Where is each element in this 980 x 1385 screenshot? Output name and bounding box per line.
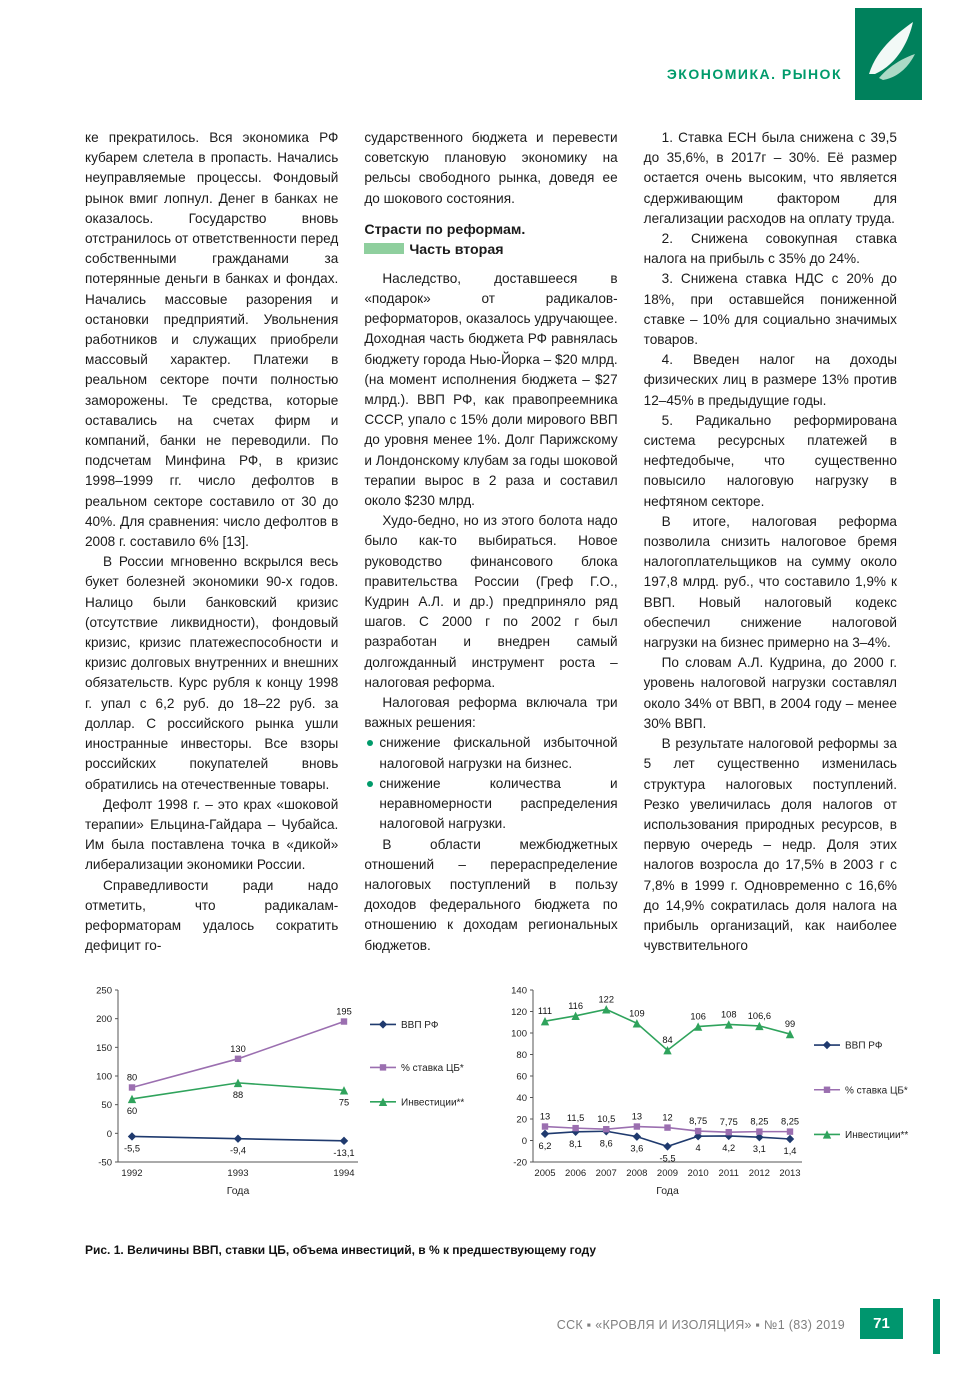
paragraph: ке прекратилось. Вся экономика РФ кубарем слетела в пропасть. Начались неуправляемые процессы. Фондовый рынок вмиг лопнул. Денег в банках не оказалось. Государство вновь отстранилось от ответственности перед собственными гражданами за потерянные деньги в банках и фондах. Начались массовые разорения и остановки предприятий. Увольнения работников и служащих приобрели массовый характер. Платежи в реальном секторе почти полностью заморожены. Те средства, которые оставались на счетах фирм и компаний, банки не переводили. По подсчетам Минфина РФ, в кризис 1998–1999 гг. число дефолтов в реальном секторе составило от 30 до 40%. Для сравнения: число дефолтов в 2008 г. составило 6% [13]. bbox=[85, 130, 339, 550]
paragraph: 1. Ставка ЕСН была снижена с 39,5 до 35,6%, в 2017г – 30%. Её размер остается очень высоким, что является сдерживающим фактором для легализации расходов на оплату труда. bbox=[643, 130, 897, 226]
chart-gdp-1992-1994 bbox=[78, 980, 478, 1212]
svg-text:1994: 1994 bbox=[333, 1168, 355, 1179]
svg-text:13: 13 bbox=[631, 1111, 643, 1122]
paragraph: В результате налоговой реформы за 5 лет существенно изменилась структура налоговых поступлений. Резко увеличилась доля налогов от использования природных ресурсов, в первую очередь – недр. Доля этих налогов возросла до 17,5% в 2003 г с 7,8% в 1999 г. Одновременно с 16,6% до 14,9% сократилась доля налога на прибыль организаций, как наиболее чувствительного bbox=[643, 736, 897, 954]
svg-text:8,25: 8,25 bbox=[750, 1116, 769, 1127]
paragraph: Справедливости ради надо отметить, что радикалам-реформаторам удалось сократить дефицит го- bbox=[85, 877, 339, 954]
svg-text:106,6: 106,6 bbox=[747, 1010, 772, 1021]
svg-text:40: 40 bbox=[516, 1093, 527, 1104]
svg-text:3,6: 3,6 bbox=[630, 1143, 644, 1154]
paragraph: Дефолт 1998 г. – это крах «шоковой терапии» Ельцина-Гайдара – Чубайса. Им была поставлена точка в «дикой» либерализации экономики России. bbox=[85, 796, 339, 873]
svg-text:ВВП РФ: ВВП РФ bbox=[401, 1019, 439, 1031]
svg-text:2010: 2010 bbox=[687, 1168, 709, 1179]
svg-text:0: 0 bbox=[521, 1136, 527, 1147]
svg-text:0: 0 bbox=[106, 1128, 112, 1140]
svg-text:Инвестиции**: Инвестиции** bbox=[845, 1129, 909, 1141]
svg-text:111: 111 bbox=[537, 1006, 553, 1017]
svg-text:100: 100 bbox=[96, 1071, 112, 1083]
paragraph: В России мгновенно вскрылся весь букет болезней экономики 90-х годов. Налицо были банковский кризис (отсутствие ликвидности), фондовый кризис, кризис платежеспособности и кризис долговых внутренних и внешних обязательств. Курс рубля к концу 1998 г. упал с 6,2 руб. до 18–22 руб. за доллар. С российского рынка ушли иностранные инвесторы. Все взоры российских покупателей вновь обратились на отечественные товары. bbox=[85, 554, 339, 792]
svg-text:Года: Года bbox=[226, 1185, 250, 1197]
svg-text:2008: 2008 bbox=[626, 1168, 648, 1179]
svg-text:8,6: 8,6 bbox=[599, 1138, 613, 1149]
svg-text:-9,4: -9,4 bbox=[229, 1145, 247, 1156]
chart-gdp-2005-2013 bbox=[495, 980, 920, 1212]
svg-text:-50: -50 bbox=[98, 1157, 112, 1169]
svg-text:Инвестиции**: Инвестиции** bbox=[401, 1097, 465, 1109]
svg-text:8,25: 8,25 bbox=[780, 1116, 800, 1127]
line-chart-2 bbox=[495, 980, 920, 1212]
bullet-icon bbox=[367, 740, 373, 746]
publisher-logo bbox=[855, 8, 922, 100]
text-column-1 bbox=[85, 128, 338, 956]
paragraph: По словам А.Л. Кудрина, до 2000 г. уровень налоговой нагрузки составлял около 34% от ВВП, в 2004 году – менее 30% ВВП. bbox=[643, 655, 897, 731]
svg-text:2006: 2006 bbox=[565, 1168, 587, 1179]
svg-text:Года: Года bbox=[656, 1185, 679, 1197]
svg-text:4: 4 bbox=[695, 1143, 701, 1154]
svg-text:120: 120 bbox=[511, 1007, 527, 1018]
svg-text:2011: 2011 bbox=[718, 1168, 739, 1179]
svg-text:8,75: 8,75 bbox=[689, 1116, 708, 1127]
bullet-item: снижение количества и неравномерности распределения налоговой нагрузки. bbox=[364, 774, 617, 835]
svg-text:1992: 1992 bbox=[121, 1168, 143, 1179]
svg-text:20: 20 bbox=[516, 1114, 527, 1126]
paragraph: В итоге, налоговая реформа позволила снизить налоговое бремя налогоплательщиков на сумму около 197,8 млрд. руб., что составило 1,9% к ВВП. Новый налоговый кодекс обеспечил снижение налоговой нагрузки на бизнес примерно на 3–4%. bbox=[643, 513, 897, 651]
svg-text:200: 200 bbox=[96, 1014, 112, 1026]
svg-text:ВВП РФ: ВВП РФ bbox=[845, 1040, 883, 1052]
svg-text:60: 60 bbox=[516, 1071, 527, 1083]
page-number-badge: 71 bbox=[860, 1308, 903, 1339]
svg-text:% ставка ЦБ*: % ставка ЦБ* bbox=[845, 1085, 908, 1097]
svg-text:7,75: 7,75 bbox=[719, 1117, 738, 1128]
text-column-2 bbox=[364, 128, 617, 956]
svg-text:4,2: 4,2 bbox=[722, 1142, 736, 1153]
paragraph: Налоговая реформа включала три важных решения: bbox=[364, 695, 618, 731]
svg-text:116: 116 bbox=[568, 1000, 584, 1011]
svg-text:10,5: 10,5 bbox=[597, 1114, 616, 1125]
bullet-icon bbox=[367, 781, 373, 787]
article-body bbox=[85, 128, 897, 956]
svg-text:-5,5: -5,5 bbox=[123, 1143, 141, 1154]
figure-caption: Рис. 1. Величины ВВП, ставки ЦБ, объема инвестиций, в % к предшествующему году bbox=[85, 1243, 597, 1257]
svg-text:11,5: 11,5 bbox=[566, 1113, 585, 1124]
svg-text:195: 195 bbox=[336, 1006, 352, 1017]
paragraph: Наследство, доставшееся в «подарок» от радикалов-реформаторов, оказалось удручающее. Доходная часть бюджета РФ равнялась бюджету города Нью-Йорка – $20 млрд. (на момент исполнения бюджета – $27 млрд.). ВВП РФ, как правопреемника СССР, упало с 15% доли мирового ВВП до уровня менее 1%. Долг Парижскому и Лондонскому клубам за годы шоковой терапии вырос в 2 раза и составил около $230 млрд. bbox=[364, 270, 618, 509]
section-heading: Страсти по реформам. Часть вторая bbox=[364, 221, 526, 258]
paragraph: 3. Снижена ставка НДС с 20% до 18%, при оставшейся пониженной ставке – 10% для социально значимых товаров. bbox=[643, 271, 897, 348]
svg-text:2005: 2005 bbox=[534, 1168, 556, 1179]
svg-text:50: 50 bbox=[101, 1100, 112, 1112]
svg-text:75: 75 bbox=[338, 1097, 350, 1108]
paragraph: сударственного бюджета и перевести советскую плановую экономику на рельсы свободного рынка, доведя ее до шокового состояния. bbox=[364, 130, 618, 206]
svg-text:108: 108 bbox=[720, 1009, 737, 1020]
line-chart-1 bbox=[78, 980, 478, 1212]
svg-text:12: 12 bbox=[662, 1112, 673, 1123]
paragraph: Худо-бедно, но из этого болота надо было как-то выбираться. Новое руководство финансового блока правительства России (Греф Г.О., Кудрин А.Л. и др.) предприняло ряд шагов. С 2000 г по 2002 г был разработан и внедрен самый долгожданный инструмент роста – налоговая реформа. bbox=[364, 513, 618, 690]
svg-text:6,2: 6,2 bbox=[538, 1140, 552, 1151]
svg-text:2012: 2012 bbox=[748, 1168, 770, 1179]
leaf-logo-icon bbox=[855, 8, 922, 100]
svg-text:106: 106 bbox=[690, 1011, 706, 1022]
svg-text:80: 80 bbox=[126, 1072, 138, 1083]
paragraph: 5. Радикально реформирована система ресурсных платежей в нефтедобыче, что существенно повысило налоговую нагрузку в нефтяном секторе. bbox=[643, 412, 897, 509]
svg-text:88: 88 bbox=[232, 1089, 244, 1100]
svg-text:2007: 2007 bbox=[595, 1168, 617, 1179]
svg-text:100: 100 bbox=[511, 1028, 527, 1040]
svg-text:84: 84 bbox=[662, 1035, 673, 1046]
footer-edge-strip bbox=[933, 1299, 940, 1354]
svg-text:122: 122 bbox=[598, 994, 615, 1005]
svg-text:250: 250 bbox=[96, 985, 112, 997]
paragraph: 4. Введен налог на доходы физических лиц в размере 13% против 12–45% в предыдущие годы. bbox=[643, 352, 897, 408]
svg-text:% ставка ЦБ*: % ставка ЦБ* bbox=[401, 1062, 464, 1074]
svg-text:60: 60 bbox=[126, 1105, 138, 1116]
svg-text:99: 99 bbox=[784, 1019, 796, 1030]
svg-text:2009: 2009 bbox=[656, 1168, 679, 1179]
text-column-3 bbox=[644, 128, 897, 956]
svg-text:140: 140 bbox=[511, 985, 527, 997]
svg-text:109: 109 bbox=[629, 1008, 645, 1019]
bullet-item: снижение фискальной избыточной налоговой нагрузки на бизнес. bbox=[364, 733, 617, 773]
svg-text:3,1: 3,1 bbox=[752, 1144, 766, 1155]
svg-text:80: 80 bbox=[516, 1050, 527, 1061]
svg-text:-13,1: -13,1 bbox=[333, 1147, 355, 1158]
svg-text:130: 130 bbox=[230, 1043, 246, 1054]
svg-text:1993: 1993 bbox=[227, 1168, 249, 1179]
svg-text:13: 13 bbox=[539, 1111, 551, 1122]
footer-journal-info: ССК ▪ «КРОВЛЯ И ИЗОЛЯЦИЯ» ▪ №1 (83) 2019 bbox=[556, 1318, 845, 1332]
svg-text:2013: 2013 bbox=[779, 1168, 801, 1179]
section-header: ЭКОНОМИКА. РЫНОК bbox=[666, 66, 842, 82]
svg-text:-20: -20 bbox=[513, 1157, 527, 1169]
paragraph: 2. Снижена совокупная ставка налога на прибыль с 35% до 24%. bbox=[643, 231, 897, 267]
svg-text:8,1: 8,1 bbox=[569, 1138, 583, 1149]
svg-text:-5,5: -5,5 bbox=[659, 1153, 676, 1164]
svg-text:1,4: 1,4 bbox=[783, 1145, 797, 1156]
paragraph: В области межбюджетных отношений – перераспределение налоговых поступлений в пользу доходов федерального бюджета по отношению к доходам региональных бюджетов. bbox=[364, 836, 618, 953]
svg-text:150: 150 bbox=[96, 1042, 112, 1054]
heading-marker bbox=[364, 243, 404, 254]
